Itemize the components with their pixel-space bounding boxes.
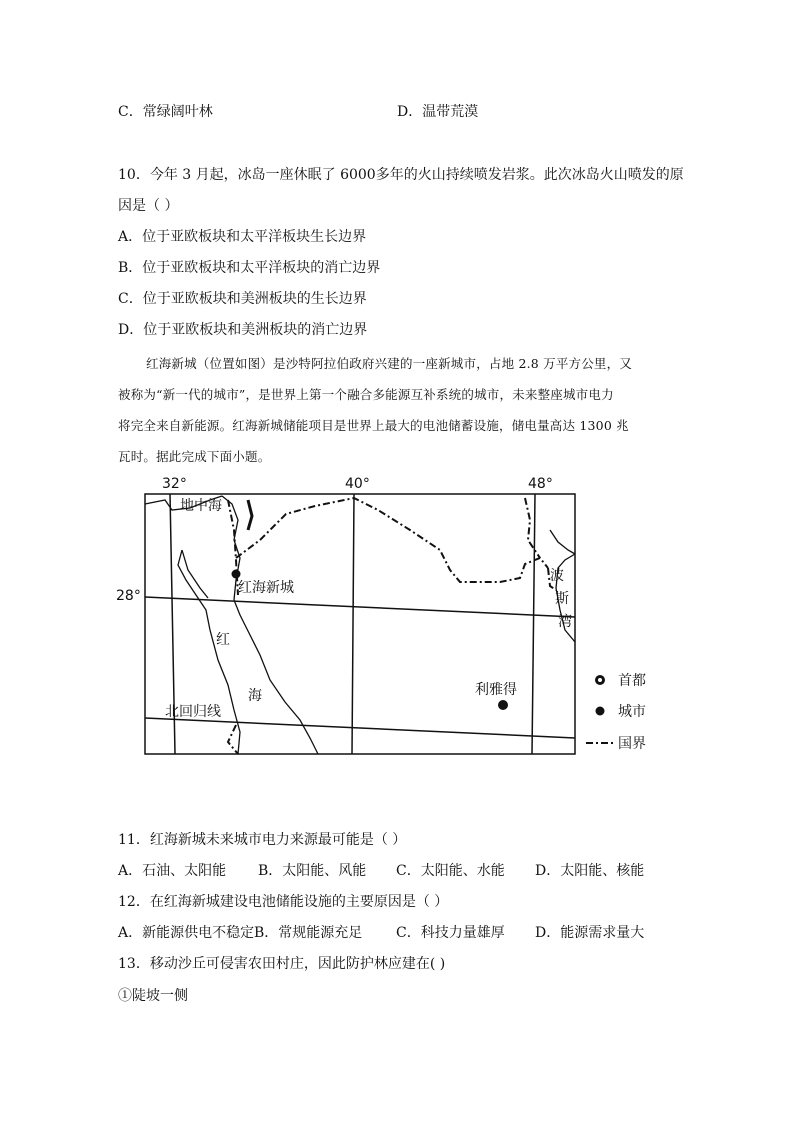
meridian-40: [352, 494, 354, 754]
map-legend: [586, 673, 646, 752]
q10-stem-line2: 因是（ ）: [118, 198, 179, 214]
passage-line4: 瓦时。据此完成下面小题。: [118, 449, 271, 464]
q10-option-a: A．位于亚欧板块和太平洋板块生长边界: [118, 229, 367, 245]
lon-label-32: 32°: [162, 476, 187, 492]
q11-option-a: A．石油、太阳能: [118, 863, 227, 879]
legend-city-symbol: [596, 707, 605, 716]
q9-option-c: C．常绿阔叶林: [118, 104, 213, 120]
label-tropic-of-cancer: 北回归线: [165, 704, 221, 720]
q12-option-b: B．常规能源充足: [254, 925, 363, 941]
q12-option-c: C．科技力量雄厚: [396, 925, 505, 941]
dead-sea: [248, 500, 252, 530]
reading-passage: [118, 348, 678, 472]
legend-capital-dot: [598, 678, 602, 682]
legend-city-label: 城市: [618, 704, 646, 720]
legend-border-label: 国界: [618, 736, 646, 752]
q11-stem: 11．红海新城未来城市电力来源最可能是（ ）: [118, 832, 407, 848]
meridian-48: [532, 494, 535, 754]
q13-stem: 13．移动沙丘可侵害农田村庄，因此防护林应建在( ): [118, 956, 446, 972]
q10-option-b: B．位于亚欧板块和太平洋板块的消亡边界: [118, 260, 381, 276]
label-persian-gulf-char3: 湾: [558, 614, 572, 630]
q10-option-c: C．位于亚欧板块和美洲板块的生长边界: [118, 291, 367, 307]
label-persian-gulf-char2: 斯: [555, 591, 569, 607]
red-sea-west-coast: [178, 550, 240, 754]
red-sea-location-map: [110, 470, 690, 770]
capital-marker-riyadh: [498, 700, 508, 710]
city-marker-red-sea-new-city: [232, 570, 241, 579]
lat-label-28: 28°: [116, 588, 141, 604]
passage-line2: 被称为“新一代的城市”，是世界上第一个融合多能源互补系统的城市，未来整座城市电力: [118, 387, 614, 402]
q11-option-b: B．太阳能、风能: [258, 863, 367, 879]
gulf-of-suez: [182, 550, 208, 598]
q12-option-a: A．新能源供电不稳定: [118, 925, 255, 941]
label-persian-gulf-char1: 波: [550, 568, 564, 584]
q11-option-d: D．太阳能、核能: [535, 863, 645, 879]
label-mediterranean: 地中海: [180, 498, 222, 514]
tropic-of-cancer: [145, 718, 575, 738]
q9-option-d: D．温带荒漠: [397, 104, 479, 120]
lon-label-48: 48°: [528, 476, 553, 492]
label-red-sea-char1: 红: [216, 632, 230, 648]
passage-line1: 红海新城（位置如图）是沙特阿拉伯政府兴建的一座新城市，占地 2.8 万平方公里，又: [146, 356, 633, 371]
legend-capital-label: 首都: [618, 673, 646, 689]
label-riyadh: 利雅得: [475, 682, 517, 698]
q12-option-d: D．能源需求量大: [535, 925, 645, 941]
lon-label-40: 40°: [345, 476, 370, 492]
label-red-sea-char2: 海: [248, 688, 262, 704]
q12-stem: 12．在红海新城建设电池储能设施的主要原因是（ ）: [118, 894, 449, 910]
label-red-sea-new-city: 红海新城: [238, 580, 294, 596]
parallel-28: [145, 597, 575, 617]
q11-option-c: C．太阳能、水能: [396, 863, 505, 879]
passage-line3: 将完全来自新能源。红海新城储能项目是世界上最大的电池储蓄设施，储电量高达 1300 兆: [118, 418, 629, 433]
national-borders: [228, 498, 556, 754]
q10-option-d: D．位于亚欧板块和美洲板块的消亡边界: [118, 322, 368, 338]
gulf-head-coast: [550, 530, 575, 554]
red-sea-east-coast: [234, 600, 318, 754]
q10-stem-line1: 10．今年 3 月起，冰岛一座休眠了 6000多年的火山持续喷发岩浆。此次冰岛火山喷发的原: [118, 167, 684, 183]
q13-item1: ①陡坡一侧: [118, 988, 188, 1004]
